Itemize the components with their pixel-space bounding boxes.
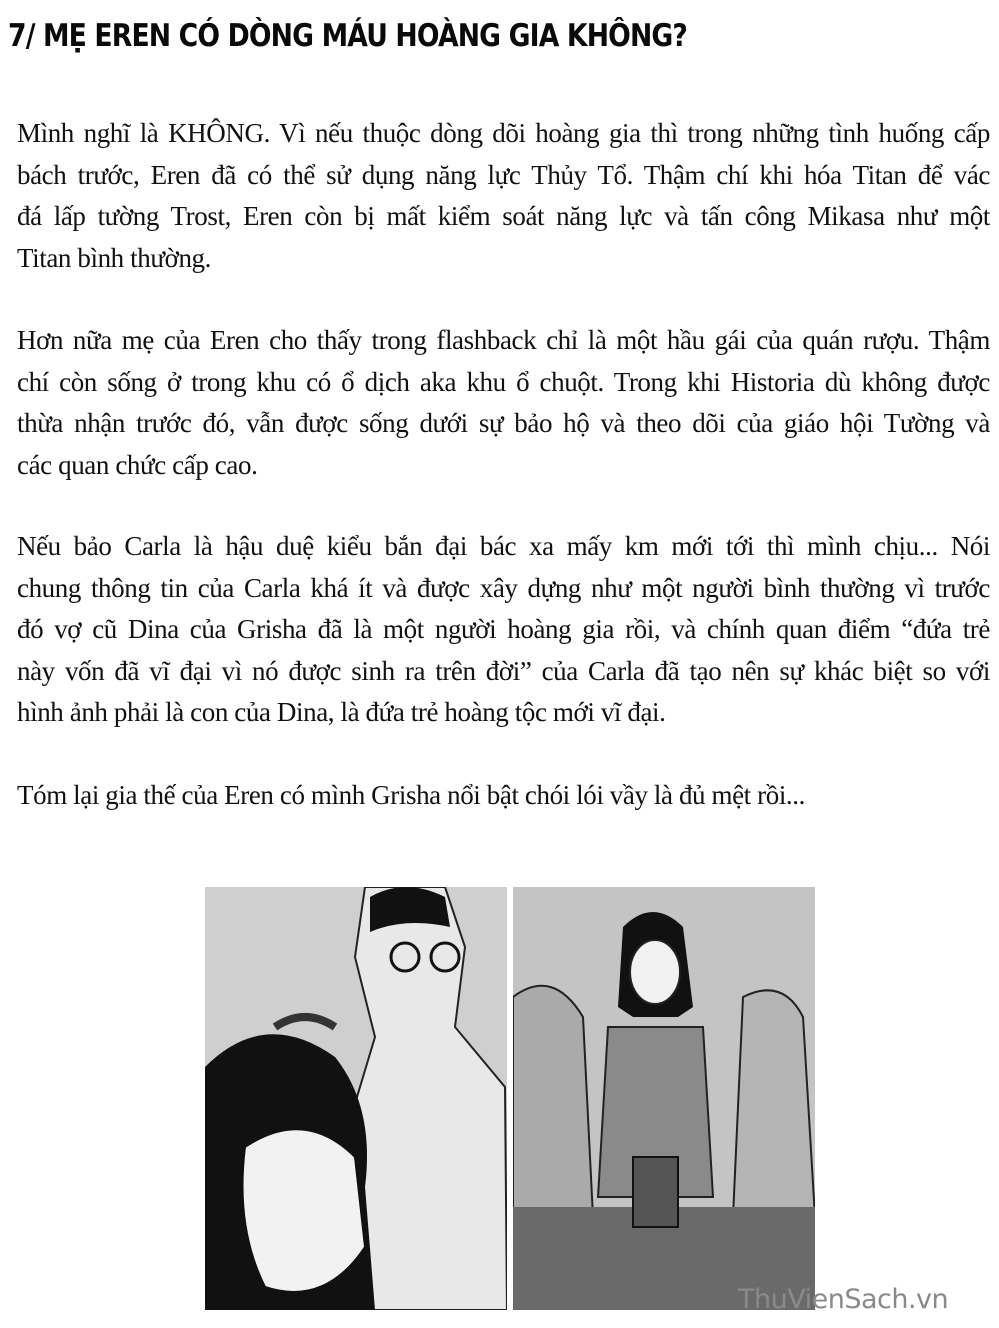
text-line: đá lấp tường Trost, Eren còn bị mất kiểm soát năng lực và tấn công Mikasa như một (17, 201, 990, 231)
text-line: chung thông tin của Carla khá ít và được xây dựng như một người bình thường vì trước (17, 572, 990, 603)
text-line: Tóm lại gia thế của Eren có mình Grisha nổi bật chói lói vầy là đủ mệt rồi... (17, 780, 805, 810)
manga-panel-tavern (513, 887, 815, 1310)
paragraph-2 (17, 320, 990, 486)
text-line: thừa nhận trước đó, vẫn được sống dưới sự bảo hộ và theo dõi của giáo hội Tường và (17, 408, 990, 438)
paragraph-1 (17, 113, 990, 279)
text-line: chí còn sống ở trong khu có ổ dịch aka khu ổ chuột. Trong khi Historia dù không được (17, 366, 990, 397)
text-line: đó vợ cũ Dina của Grisha đã là một người hoàng gia rồi, và chính quan điểm “đứa trẻ (17, 614, 990, 644)
text-line: bách trước, Eren đã có thể sử dụng năng lực Thủy Tổ. Thậm chí khi hóa Titan để vác (17, 159, 990, 190)
text-line: này vốn đã vĩ đại vì nó được sinh ra trên đời” của Carla đã tạo nên sự khác biệt so với (17, 655, 990, 686)
manga-panel-grisha-carla (205, 887, 507, 1310)
section-heading: 7/ MẸ EREN CÓ DÒNG MÁU HOÀNG GIA KHÔNG? (8, 18, 688, 54)
watermark-logo: ThuVienSach.vn (738, 1284, 949, 1315)
paragraph-4 (17, 775, 990, 817)
text-line: Nếu bảo Carla là hậu duệ kiểu bắn đại bác xa mấy km mới tới thì mình chịu... Nói (17, 531, 990, 561)
text-line: Mình nghĩ là KHÔNG. Vì nếu thuộc dòng dõi hoàng gia thì trong những tình huống cấp (17, 118, 990, 148)
text-line: các quan chức cấp cao. (17, 449, 258, 480)
text-line: hình ảnh phải là con của Dina, là đứa trẻ hoàng tộc mới vĩ đại. (17, 697, 666, 727)
text-line: Titan bình thường. (17, 242, 211, 273)
paragraph-3 (17, 526, 990, 734)
text-line: Hơn nữa mẹ của Eren cho thấy trong flashback chỉ là một hầu gái của quán rượu. Thậm (17, 325, 990, 355)
